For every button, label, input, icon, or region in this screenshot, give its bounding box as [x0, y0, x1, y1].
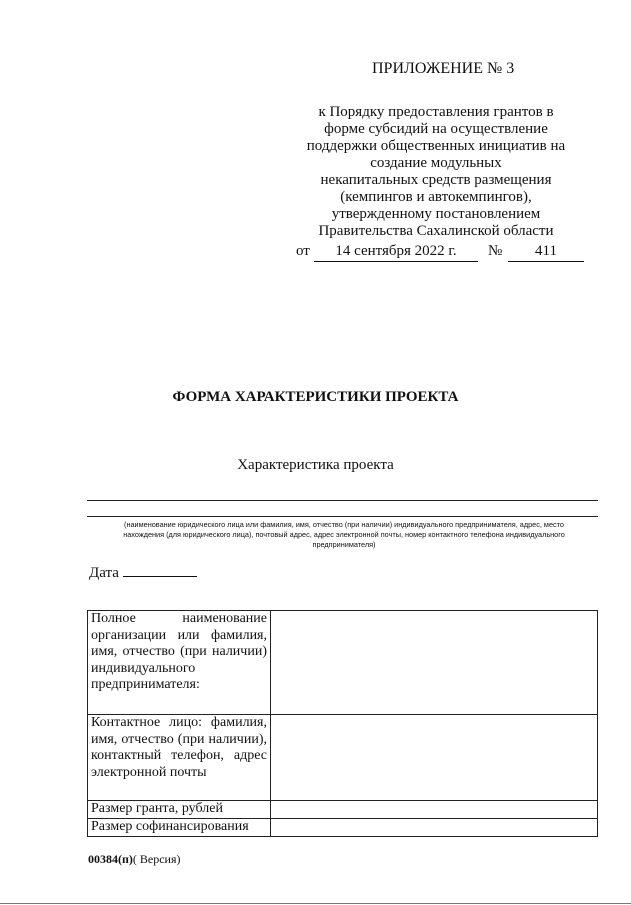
- project-info-table: [87, 610, 598, 837]
- date-label: Дата: [89, 565, 119, 581]
- row-value: [271, 611, 598, 715]
- date-field: [89, 562, 197, 582]
- table-row: [88, 715, 598, 801]
- appendix-reference: [290, 104, 582, 240]
- code-number: 00384(п): [88, 852, 133, 866]
- applicant-name-line-1: [87, 500, 598, 501]
- applicant-name-line-2: [87, 516, 598, 517]
- reference-line: Правительства Сахалинской области: [318, 223, 554, 239]
- reference-line: некапитальных средств размещения: [320, 172, 552, 188]
- table-row: [88, 819, 598, 837]
- code-version: ( Версия): [132, 852, 181, 866]
- reference-line: поддержки общественных инициатив на: [306, 138, 566, 154]
- row-value: [271, 801, 598, 819]
- appendix-title: ПРИЛОЖЕНИЕ № 3: [372, 60, 515, 77]
- reference-line: форме субсидий на осуществление: [324, 121, 548, 137]
- row-value: [271, 819, 598, 837]
- document-code: [88, 852, 181, 867]
- resolution-number: 411: [508, 243, 584, 262]
- reference-line: создание модульных: [370, 155, 502, 171]
- from-label: от: [296, 243, 310, 259]
- form-title: ФОРМА ХАРАКТЕРИСТИКИ ПРОЕКТА: [172, 389, 459, 405]
- number-label: №: [488, 243, 503, 259]
- row-label: Размер софинансирования: [88, 819, 271, 837]
- form-subtitle: Характеристика проекта: [237, 457, 394, 473]
- row-label: Размер гранта, рублей: [88, 801, 271, 819]
- table-row: [88, 611, 598, 715]
- row-label: Контактное лицо: фамилия, имя, отчество (при наличии), контактный телефон, адрес электронной почты: [88, 715, 271, 801]
- table-row: [88, 801, 598, 819]
- reference-line: к Порядку предоставления грантов в: [318, 104, 554, 120]
- applicant-name-caption: (наименование юридического лица или фамилия, имя, отчество (при наличии) индивидуального предпринимателя, адрес, место нахождения (для юридического лица), почтовый адрес, адрес электронной почты, номер контактного телефона индивидуального предпринимателя): [123, 520, 565, 549]
- reference-line: утвержденному постановлением: [331, 206, 541, 222]
- resolution-date: 14 сентября 2022 г.: [314, 243, 478, 262]
- date-blank: [123, 562, 197, 577]
- reference-line: (кемпингов и автокемпингов),: [340, 189, 532, 205]
- row-value: [271, 715, 598, 801]
- page-bottom-edge: [0, 903, 631, 904]
- row-label: Полное наименование организации или фамилия, имя, отчество (при наличии) индивидуального предпринимателя:: [88, 611, 271, 715]
- resolution-date-line: [296, 243, 586, 263]
